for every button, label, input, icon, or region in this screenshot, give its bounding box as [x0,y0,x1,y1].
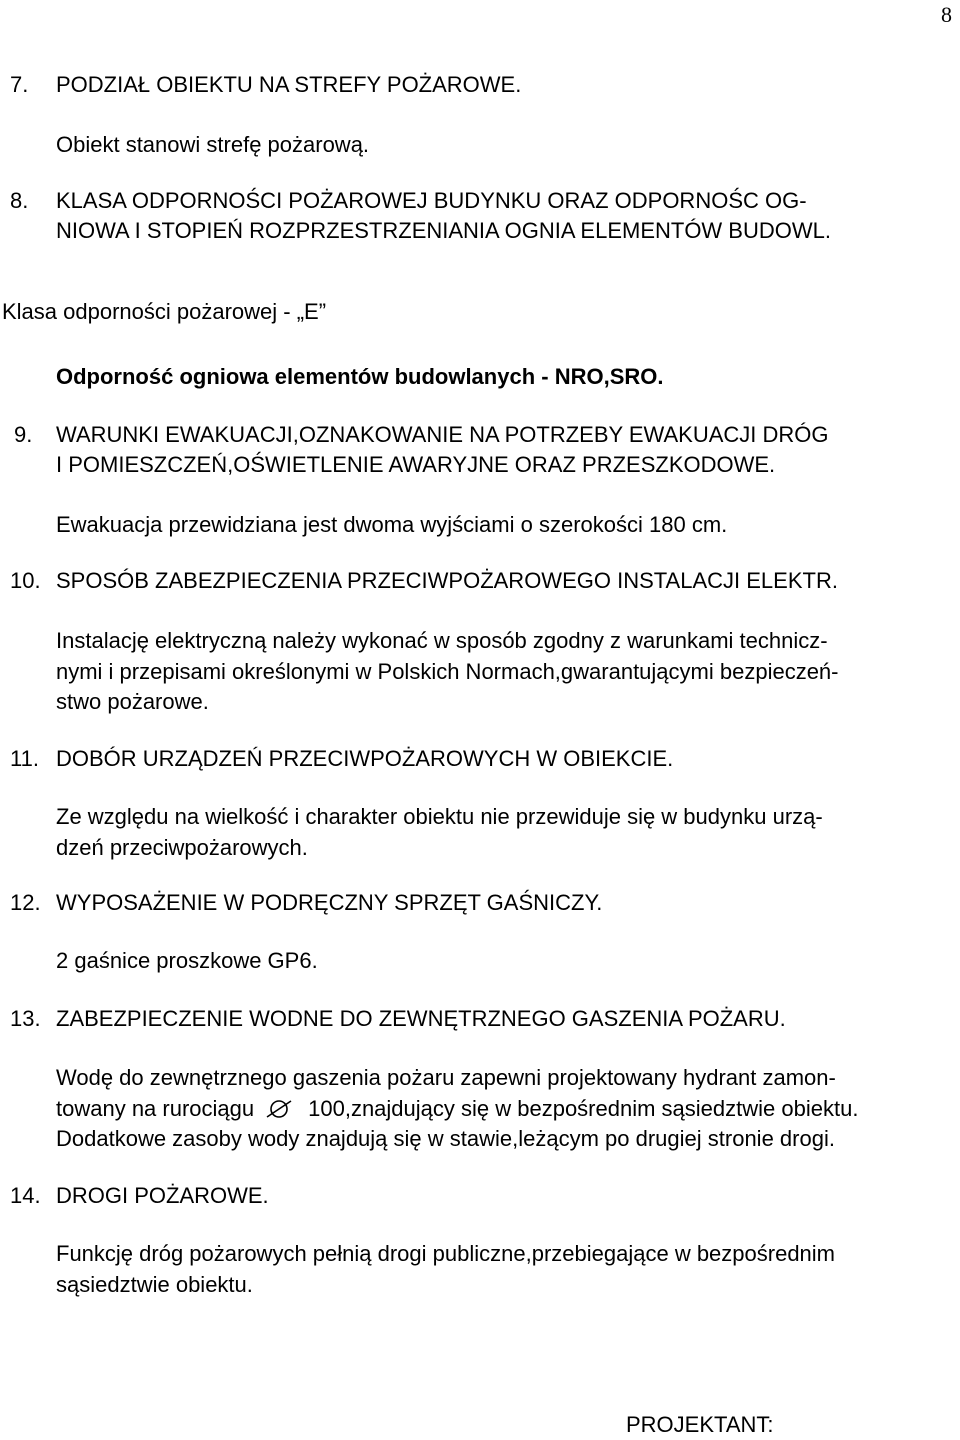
body-line: Ze względu na wielkość i charakter obiektu nie przewiduje się w budynku urzą- [56,804,823,829]
body-line: stwo pożarowe. [56,689,209,714]
section-body [56,802,823,863]
section-heading: WYPOSAŻENIE W PODRĘCZNY SPRZĘT GAŚNICZY. [56,890,603,915]
body-line: Instalację elektryczną należy wykonać w sposób zgodny z warunkami technicz- [56,628,828,653]
body-line: Dodatkowe zasoby wody znajdują się w stawie,leżącym po drugiej stronie drogi. [56,1126,835,1151]
body-line: nymi i przepisami określonymi w Polskich Normach,gwarantującymi bezpieczeń- [56,658,839,684]
section-number: 8. [10,188,29,213]
section-number: 7. [10,72,29,97]
section-number: 9. [14,422,33,447]
section-number: 11. [10,746,39,771]
section-number: 10. [10,568,41,593]
section-body: Obiekt stanowi strefę pożarową. [56,132,370,157]
section-number: 14. [10,1183,41,1208]
fire-resistance-class: Klasa odporności pożarowej - „E” [2,299,327,324]
body-line: sąsiedztwie obiektu. [56,1271,253,1297]
section-heading-line-1: WARUNKI EWAKUACJI,OZNAKOWANIE NA POTRZEBY EWAKUACJI DRÓG [56,422,829,447]
section-heading-line-1: KLASA ODPORNOŚCI POŻAROWEJ BUDYNKU ORAZ ODPORNOŚC OG- [56,188,807,213]
body-line: Funkcję dróg pożarowych pełnią drogi publiczne,przebiegające w bezpośrednim [56,1241,836,1266]
section-body: Ewakuacja przewidziana jest dwoma wyjściami o szerokości 180 cm. [56,512,728,537]
body-line [56,1094,858,1125]
section-heading: ZABEZPIECZENIE WODNE DO ZEWNĘTRZNEGO GASZENIA POŻARU. [56,1006,786,1031]
section-number: 13. [10,1006,41,1031]
page-number: 8 [941,2,952,27]
section-heading: PODZIAŁ OBIEKTU NA STREFY POŻAROWE. [56,72,522,97]
diameter-symbol-icon [266,1100,292,1118]
section-body [56,1063,858,1155]
section-heading-line-2: NIOWA I STOPIEŃ ROZPRZESTRZENIANIA OGNIA ELEMENTÓW BUDOWL. [56,218,831,243]
section-body [56,1239,835,1300]
section-heading: SPOSÓB ZABEZPIECZENIA PRZECIWPOŻAROWEGO INSTALACJI ELEKTR. [56,568,838,593]
body-line-part: towany na rurociągu [56,1095,255,1121]
section-number: 12. [10,890,41,915]
section-body: 2 gaśnice proszkowe GP6. [56,948,318,973]
body-line: dzeń przeciwpożarowych. [56,834,308,860]
fire-resistance-elements: Odporność ogniowa elementów budowlanych - NRO,SRO. [56,364,664,389]
body-line: Wodę do zewnętrznego gaszenia pożaru zapewni projektowany hydrant zamon- [56,1065,836,1090]
designer-signature-label: PROJEKTANT: [626,1412,774,1437]
section-body [56,626,839,718]
body-line-part: 100,znajdujący się w bezpośrednim sąsiedztwie obiektu. [308,1095,859,1121]
section-heading-line-2: I POMIESZCZEŃ,OŚWIETLENIE AWARYJNE ORAZ PRZESZKODOWE. [56,452,776,477]
section-heading: DOBÓR URZĄDZEŃ PRZECIWPOŻAROWYCH W OBIEKCIE. [56,746,674,771]
section-heading: DROGI POŻAROWE. [56,1183,269,1208]
